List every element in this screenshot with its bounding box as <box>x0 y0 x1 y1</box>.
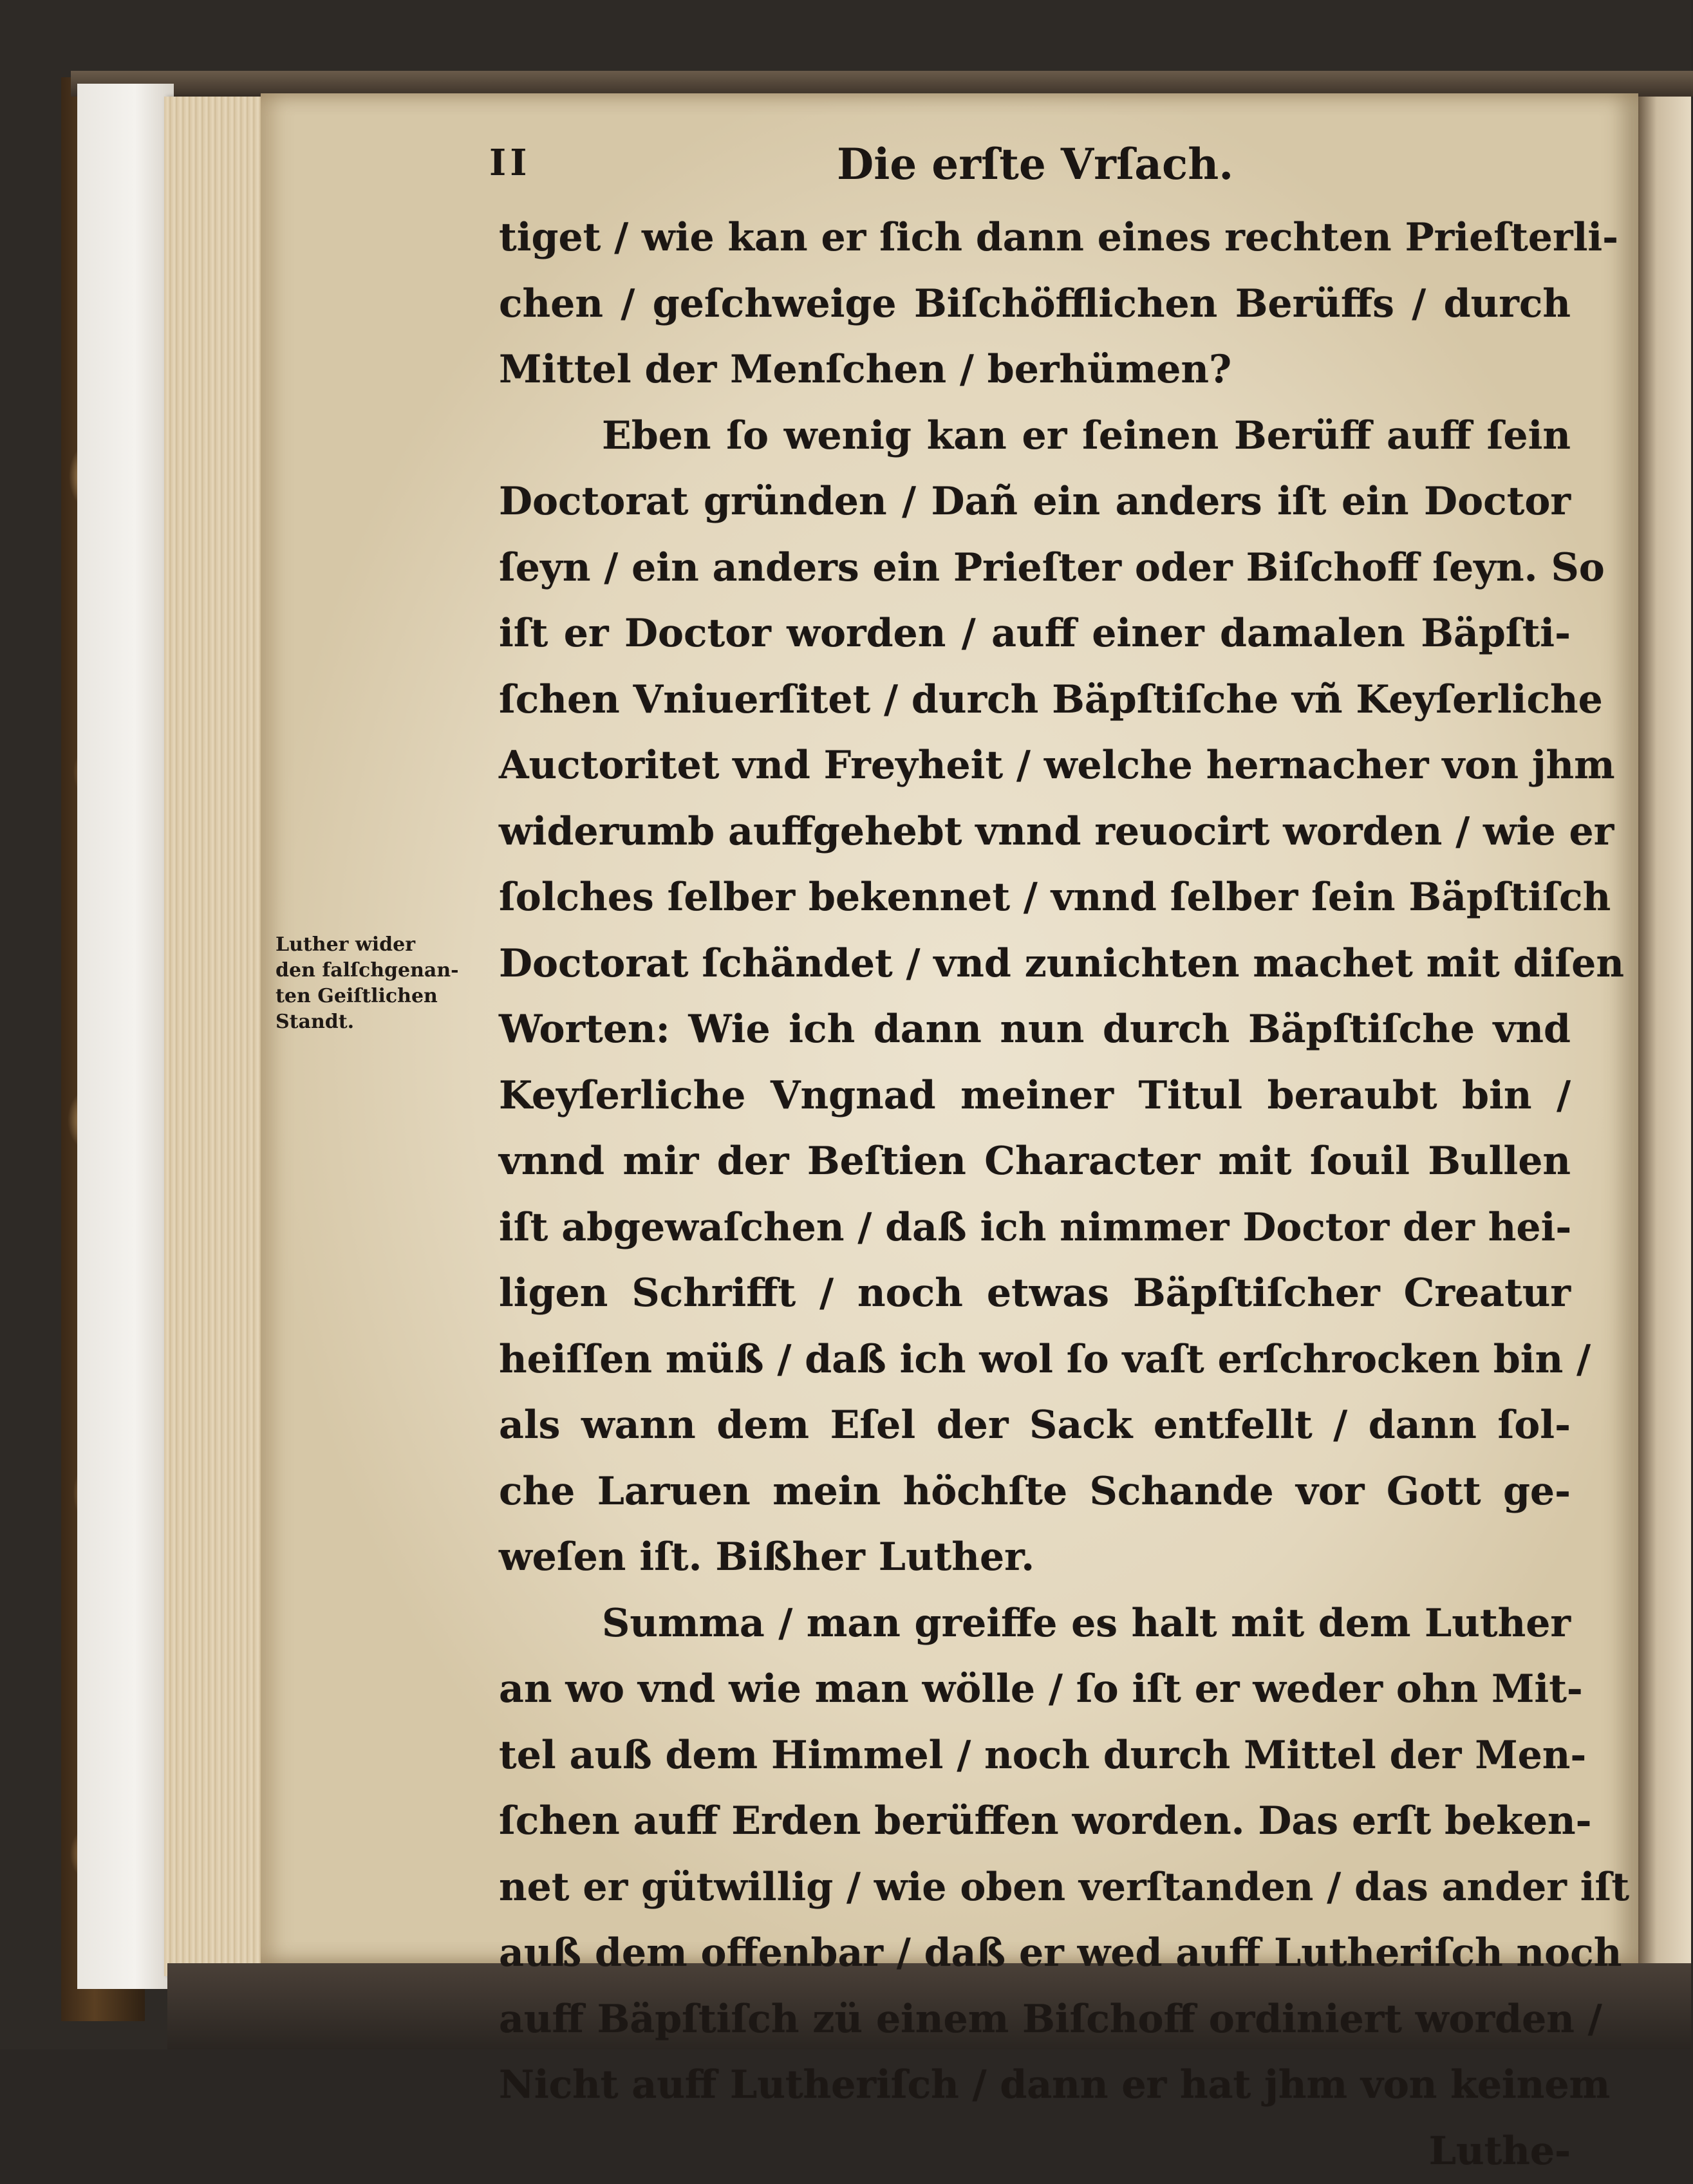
text-line: tel auß dem Himmel / noch durch Mittel der Men- <box>499 1722 1571 1789</box>
catchword: Luthe- <box>499 2118 1571 2184</box>
text-line: als wann dem Eſel der Sack entfellt / dann ſol- <box>499 1392 1571 1459</box>
text-line: Mittel der Menſchen / berhümen? <box>499 337 1571 403</box>
text-line: ſeyn / ein anders ein Prieſter oder Biſchoff ſeyn. So <box>499 535 1571 601</box>
marginal-note-line: Standt. <box>276 1009 488 1035</box>
text-line: weſen iſt. Bißher Luther. <box>499 1524 1571 1591</box>
marginal-note-line: ten Geiſtlichen <box>276 984 488 1009</box>
text-line: chen / geſchweige Biſchöfflichen Berüffs / durch <box>499 271 1571 337</box>
text-line: Nicht auff Lutheriſch / dann er hat jhm von keinem <box>499 2052 1571 2118</box>
book-cover-top-edge <box>71 71 1693 97</box>
text-line: vnnd mir der Beſtien Character mit ſouil Bullen <box>499 1128 1571 1195</box>
text-line: Auctoritet vnd Freyheit / welche hernacher von jhm <box>499 733 1571 799</box>
text-line: ſolches ſelber bekennet / vnnd ſelber ſein Bäpſtiſch <box>499 864 1571 931</box>
text-line: ligen Schrifft / noch etwas Bäpſtiſcher Creatur <box>499 1260 1571 1327</box>
text-line: Summa / man greiffe es halt mit dem Luther <box>499 1591 1571 1657</box>
text-line: tiget / wie kan er ſich dann eines rechten Prieſterli- <box>499 205 1571 271</box>
text-line: Keyſerliche Vngnad meiner Titul beraubt bin / <box>499 1063 1571 1129</box>
text-line: auß dem offenbar / daß er wed auff Lutheriſch noch <box>499 1920 1571 1986</box>
marginal-note-line: den falſchgenan- <box>276 958 488 984</box>
text-line: heiſſen müß / daß ich wol ſo vaſt erſchrocken bin / <box>499 1327 1571 1393</box>
text-line: Eben ſo wenig kan er ſeinen Berüff auff ſein <box>499 403 1571 469</box>
text-line: iſt abgewaſchen / daß ich nimmer Doctor der hei- <box>499 1195 1571 1261</box>
text-line: Worten: Wie ich dann nun durch Bäpſtiſche vnd <box>499 996 1571 1063</box>
running-head <box>489 142 1640 193</box>
running-title: Die erſte Vrſach. <box>837 139 1233 189</box>
endpaper <box>77 84 174 1989</box>
text-line: ſchen auff Erden berüffen worden. Das erſt beken- <box>499 1788 1571 1854</box>
text-line: iſt er Doctor worden / auff einer damalen Bäpſti- <box>499 601 1571 667</box>
page-number: II <box>489 142 530 184</box>
text-line: widerumb auffgehebt vnnd reuocirt worden / wie er <box>499 799 1571 865</box>
text-line: ſchen Vniuerſitet / durch Bäpſtiſche vñ Keyſerliche <box>499 667 1571 733</box>
marginal-note-line: Luther wider <box>276 932 488 958</box>
page-gutter <box>1638 97 1691 1963</box>
text-line: net er gütwillig / wie oben verſtanden / das ander iſt <box>499 1854 1571 1921</box>
text-line: Doctorat ſchändet / vnd zunichten machet mit diſen <box>499 931 1571 997</box>
text-line: che Laruen mein höchſte Schande vor Gott ge- <box>499 1459 1571 1525</box>
marginal-note <box>276 932 488 1035</box>
body-text <box>499 205 1571 2184</box>
text-line: an wo vnd wie man wölle / ſo iſt er weder ohn Mit- <box>499 1656 1571 1722</box>
text-line: Doctorat gründen / Dañ ein anders iſt ein Doctor <box>499 469 1571 535</box>
text-line: auff Bäpſtiſch zü einem Biſchoff ordiniert worden / <box>499 1986 1571 2053</box>
